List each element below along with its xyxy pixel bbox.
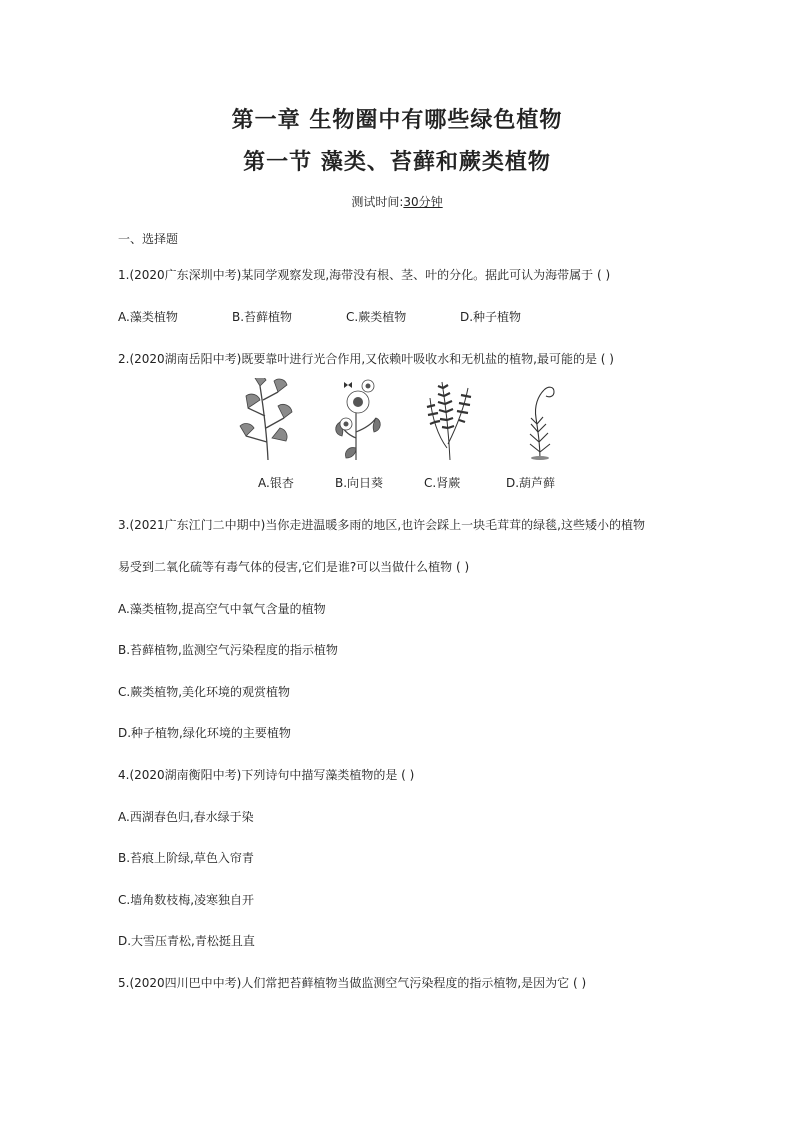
question-2-stem: 2.(2020湖南岳阳中考)既要靠叶进行光合作用,又依赖叶吸收水和无机盐的植物,最可能的是 ( )	[118, 352, 614, 366]
q4-option-c: C.墙角数枝梅,凌寒独自开	[118, 893, 255, 907]
question-3-stem-line2: 易受到二氧化硫等有毒气体的侵害,它们是谁?可以当做什么植物 ( )	[118, 560, 470, 574]
q4-option-b: B.苔痕上阶绿,草色入帘青	[118, 851, 254, 865]
question-3-stem-line1: 3.(2021广东江门二中期中)当你走进温暖多雨的地区,也许会踩上一块毛茸茸的绿毯,这些矮小的植物	[118, 518, 645, 532]
q3-option-a: A.藻类植物,提高空气中氧气含量的植物	[118, 602, 326, 616]
q2-option-b: B.向日葵	[335, 476, 384, 490]
fern-image	[424, 378, 476, 460]
q4-option-a: A.西湖春色归,春水绿于染	[118, 810, 254, 824]
q2-option-c: C.肾蕨	[424, 476, 461, 490]
q1-option-b: B.苔藓植物	[232, 310, 293, 324]
question-4-stem: 4.(2020湖南衡阳中考)下列诗句中描写藻类植物的是 ( )	[118, 768, 415, 782]
test-time	[0, 193, 794, 210]
moss-image	[524, 378, 558, 460]
q4-option-d: D.大雪压青松,青松挺且直	[118, 934, 255, 948]
q1-option-d: D.种子植物	[460, 310, 522, 324]
q1-option-c: C.蕨类植物	[346, 310, 407, 324]
q2-option-a: A.银杏	[258, 476, 294, 490]
q1-option-a: A.藻类植物	[118, 310, 178, 324]
chapter-title: 第一章 生物圈中有哪些绿色植物	[231, 108, 563, 133]
ginkgo-image	[238, 378, 294, 460]
q3-option-b: B.苔藓植物,监测空气污染程度的指示植物	[118, 643, 338, 657]
question-1-stem: 1.(2020广东深圳中考)某同学观察发现,海带没有根、茎、叶的分化。据此可认为海带属于 ( )	[118, 268, 611, 282]
sunflower-image	[334, 378, 384, 460]
section-title: 第一节 藻类、苔藓和蕨类植物	[243, 150, 551, 175]
test-time-value: 30分钟	[403, 195, 443, 209]
q3-option-d: D.种子植物,绿化环境的主要植物	[118, 726, 291, 740]
test-time-label: 测试时间:	[351, 195, 404, 209]
section-heading: 一、选择题	[118, 232, 179, 246]
q2-option-d: D.葫芦藓	[506, 476, 556, 490]
question-5-stem: 5.(2020四川巴中中考)人们常把苔藓植物当做监测空气污染程度的指示植物,是因为它 ( )	[118, 976, 587, 990]
q3-option-c: C.蕨类植物,美化环境的观赏植物	[118, 685, 291, 699]
